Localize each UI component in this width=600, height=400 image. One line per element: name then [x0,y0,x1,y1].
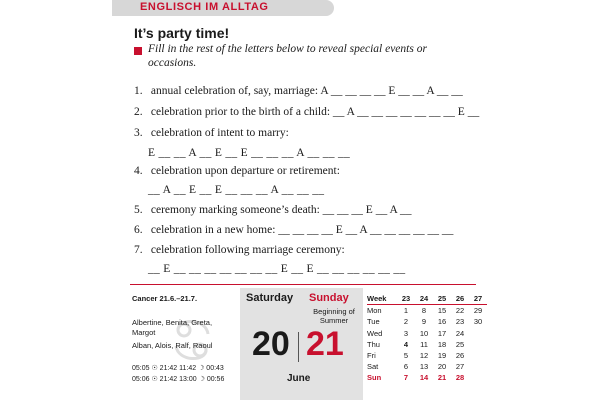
week-number: 23 [401,294,411,304]
sunday-label: Sunday [309,292,349,304]
calendar-date: 22 [455,306,465,316]
question-6 [134,224,453,236]
answer-7: __ E __ __ __ __ __ __ __ E __ E __ __ __ __ __ __ [148,263,406,275]
month-calendar [367,293,487,384]
section-divider [130,284,476,285]
question-7 [134,244,345,256]
question-4 [134,165,340,177]
answer-4: __ A __ E __ E __ __ __ A __ __ __ [148,184,325,196]
calendar-date: 3 [403,328,409,338]
weekday-label: Tue [367,317,380,327]
weekday-label: Mon [367,306,382,316]
week-label: Week [367,294,387,304]
question-number: 7. [134,244,143,256]
calendar-date: 8 [421,306,427,316]
calendar-date: 15 [437,306,447,316]
calendar-date: 2 [403,317,409,327]
calendar-date: 25 [455,339,465,349]
question-text: ceremony marking someone’s death: __ __ __ E __ A __ [150,204,412,216]
name-days-saturday: Albertine, Benita, Greta, Margot [132,318,213,337]
question-number: 3. [134,127,143,139]
weekday-label: Thu [367,339,380,349]
calendar-row [367,328,487,339]
calendar-date: 7 [403,373,409,383]
calendar-row [367,316,487,327]
question-number: 6. [134,224,143,236]
calendar-row [367,361,487,372]
calendar-row [367,350,487,361]
calendar-date [469,372,487,383]
calendar-date: 20 [437,362,447,372]
question-text: celebration prior to the birth of a child: __ A __ __ __ __ __ __ __ E __ [150,106,480,118]
question-3 [134,127,289,139]
weekday-label: Wed [367,328,383,338]
weekday-label: Sat [367,362,379,372]
saturday-label: Saturday [246,292,294,304]
question-text: celebration of intent to marry: [150,127,289,139]
calendar-date: 21 [437,373,447,383]
week-number: 25 [437,294,447,304]
calendar-date: 19 [437,351,447,361]
question-1 [134,85,463,97]
exercise-instruction: Fill in the rest of the letters below to reveal special events or occasions. [148,43,427,69]
calendar-date: 30 [473,317,483,327]
weekday-label: Sun [367,373,382,383]
zodiac-sign-label: Cancer 21.6.–21.7. [132,294,198,303]
week-number: 24 [419,294,429,304]
calendar-date: 26 [455,351,465,361]
question-number: 1. [134,85,143,97]
calendar-date: 29 [473,306,483,316]
week-number: 26 [455,294,465,304]
question-5 [134,204,412,216]
calendar-date: 9 [421,317,427,327]
calendar-date: 12 [419,351,429,361]
calendar-date: 27 [455,362,465,372]
calendar-date: 11 [420,339,428,349]
instruction-bullet [134,47,142,55]
calendar-date: 23 [455,317,465,327]
calendar-date [469,361,487,372]
calendar-row [367,339,487,350]
week-number: 27 [473,294,483,304]
question-number: 2. [134,106,143,118]
date-divider [298,332,299,362]
calendar-date [469,350,487,361]
calendar-week-row [367,293,487,305]
calendar-date: 6 [403,362,409,372]
saturday-date: 20 [252,325,290,363]
calendar-date: 24 [455,328,465,338]
question-text: celebration upon departure or retirement: [150,165,340,177]
calendar-date: 4 [403,339,409,349]
sunday-date: 21 [306,325,344,363]
question-text: celebration following marriage ceremony: [150,244,345,256]
question-number: 4. [134,165,143,177]
question-2 [134,106,479,118]
sun-moon-times-saturday: 05:05 ☉ 21:42 11:42 ☽ 00:43 [132,365,224,372]
calendar-date: 16 [437,317,447,327]
calendar-date: 1 [403,306,409,316]
month-label: June [287,373,311,384]
question-number: 5. [134,204,143,216]
section-banner-label: ENGLISCH IM ALLTAG [140,1,269,13]
calendar-date [469,328,487,339]
calendar-row [367,305,487,317]
calendar-date: 28 [455,373,465,383]
question-text: celebration in a new home: __ __ __ __ E __ A __ __ __ __ __ __ [150,224,454,236]
calendar-date: 5 [403,351,409,361]
summer-note: Beginning of Summer [313,307,355,325]
calendar-date: 10 [419,328,429,338]
exercise-title: It’s party time! [134,25,230,41]
calendar-date: 17 [437,328,447,338]
sun-moon-times-sunday: 05:06 ☉ 21:42 13:00 ☽ 00:56 [132,376,225,383]
question-text: annual celebration of, say, marriage: A __ __ __ __ E __ __ A __ __ [150,85,463,97]
calendar-date: 14 [419,373,429,383]
answer-3: E __ __ A __ E __ E __ __ __ A __ __ __ [148,147,351,159]
calendar-row-sunday [367,372,487,383]
calendar-date: 18 [437,339,447,349]
calendar-date [469,339,487,350]
calendar-date: 13 [419,362,429,372]
weekday-label: Fri [367,351,376,361]
name-days-sunday: Alban, Alois, Ralf, Raoul [132,341,213,350]
